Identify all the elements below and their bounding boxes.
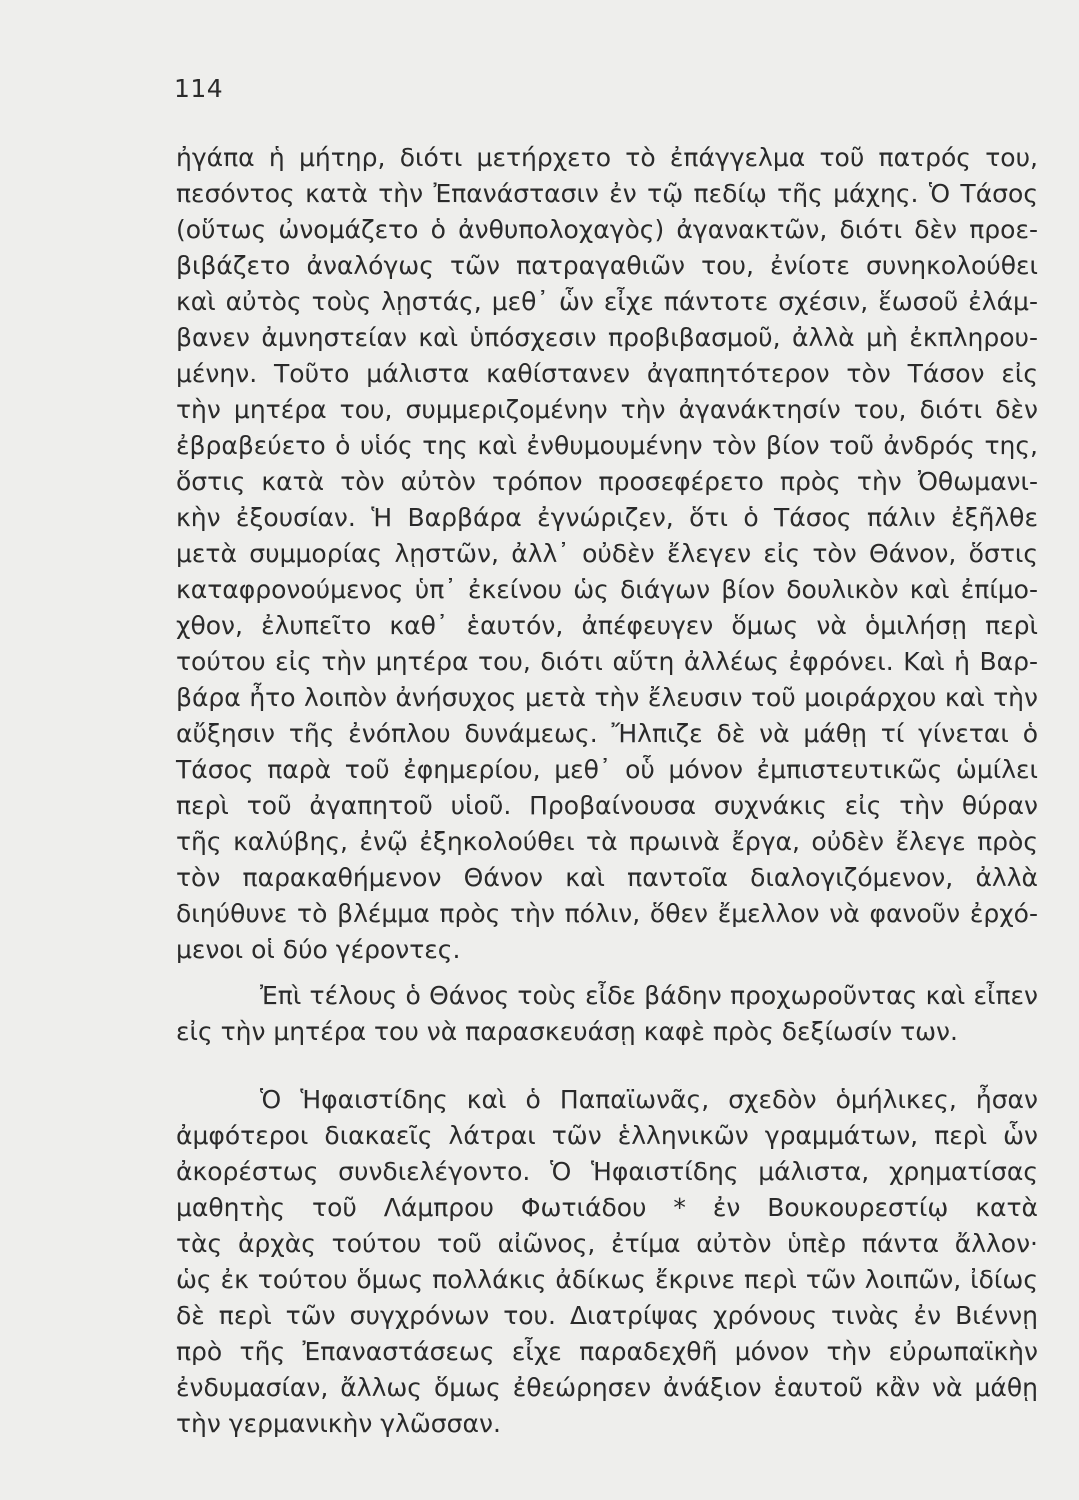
text-line: καταφρονούμενος ὑπ᾽ ἐκείνου ὡς διάγων βίον δουλικὸν καὶ ἐπίμο- bbox=[176, 575, 1038, 604]
text-line: ἀμφότεροι διακαεῖς λάτραι τῶν ἑλληνικῶν γραμμάτων, περὶ ὧν bbox=[176, 1121, 1038, 1150]
text-line: τὴν μητέρα του, συμμεριζομένην τὴν ἀγανάκτησίν του, διότι δὲν bbox=[176, 395, 1038, 424]
text-line: πεσόντος κατὰ τὴν Ἐπανάστασιν ἐν τῷ πεδίῳ τῆς μάχης. Ὁ Τάσος bbox=[176, 179, 1038, 208]
text-line: μένην. Τοῦτο μάλιστα καθίστανεν ἀγαπητότερον τὸν Τάσον εἰς bbox=[176, 359, 1038, 388]
text-line: τῆς καλύβης, ἐνῷ ἐξηκολούθει τὰ πρωινὰ ἔργα, οὐδὲν ἔλεγε πρὸς bbox=[176, 827, 1038, 856]
text-line: αὔξησιν τῆς ἐνόπλου δυνάμεως. Ἤλπιζε δὲ νὰ μάθῃ τί γίνεται ὁ bbox=[176, 719, 1038, 748]
page-number: 114 bbox=[174, 74, 224, 103]
text-line: ὡς ἐκ τούτου ὅμως πολλάκις ἀδίκως ἔκρινε περὶ τῶν λοιπῶν, ἰδίως bbox=[176, 1265, 1038, 1294]
text-line: ἠγάπα ἡ μήτηρ, διότι μετήρχετο τὸ ἐπάγγελμα τοῦ πατρός του, bbox=[176, 143, 1038, 172]
text-line: χθον, ἐλυπεῖτο καθ᾽ ἑαυτόν, ἀπέφευγεν ὅμως νὰ ὁμιλήσῃ περὶ bbox=[176, 611, 1038, 640]
text-line: ἐνδυμασίαν, ἄλλως ὅμως ἐθεώρησεν ἀνάξιον ἑαυτοῦ κἂν νὰ μάθῃ bbox=[176, 1373, 1038, 1402]
text-line: μενοι οἱ δύο γέροντες. bbox=[176, 935, 461, 964]
paragraph-3 bbox=[176, 1082, 1038, 1442]
text-line: βιβάζετο ἀναλόγως τῶν πατραγαθιῶν του, ἐνίοτε συνηκολούθει bbox=[176, 251, 1038, 280]
text-line: μετὰ συμμορίας λῃστῶν, ἀλλ᾽ οὐδὲν ἔλεγεν εἰς τὸν Θάνον, ὅστις bbox=[176, 539, 1038, 568]
text-line: καὶ αὐτὸς τοὺς λῃστάς, μεθ᾽ ὧν εἶχε πάντοτε σχέσιν, ἕωσοῦ ἐλάμ- bbox=[176, 287, 1038, 316]
text-line: ἀκορέστως συνδιελέγοντο. Ὁ Ἡφαιστίδης μάλιστα, χρηματίσας bbox=[176, 1157, 1038, 1186]
text-line: πρὸ τῆς Ἐπαναστάσεως εἶχε παραδεχθῆ μόνον τὴν εὐρωπαϊκὴν bbox=[176, 1337, 1038, 1366]
text-line: τὸν παρακαθήμενον Θάνον καὶ παντοῖα διαλογιζόμενον, ἀλλὰ bbox=[176, 863, 1038, 892]
text-line: ὅστις κατὰ τὸν αὐτὸν τρόπον προσεφέρετο πρὸς τὴν Ὀθωμανι- bbox=[176, 467, 1038, 496]
paragraph-2 bbox=[176, 978, 1038, 1050]
text-line: Ἐπὶ τέλους ὁ Θάνος τοὺς εἶδε βάδην προχωροῦντας καὶ εἶπεν bbox=[260, 981, 1038, 1010]
text-line: δὲ περὶ τῶν συγχρόνων του. Διατρίψας χρόνους τινὰς ἐν Βιέννῃ bbox=[176, 1301, 1038, 1330]
text-line: εἰς τὴν μητέρα του νὰ παρασκευάσῃ καφὲ πρὸς δεξίωσίν των. bbox=[176, 1017, 958, 1046]
text-line: περὶ τοῦ ἀγαπητοῦ υἱοῦ. Προβαίνουσα συχνάκις εἰς τὴν θύραν bbox=[176, 791, 1038, 820]
text-line: Ὁ Ἡφαιστίδης καὶ ὁ Παπαϊωνᾶς, σχεδὸν ὁμήλικες, ἦσαν bbox=[260, 1085, 1038, 1114]
text-line: τὴν γερμανικὴν γλῶσσαν. bbox=[176, 1409, 501, 1438]
text-line: (οὕτως ὠνομάζετο ὁ ἀνθυπολοχαγὸς) ἀγανακτῶν, διότι δὲν προε- bbox=[176, 215, 1038, 244]
text-line: βανεν ἀμνηστείαν καὶ ὑπόσχεσιν προβιβασμοῦ, ἀλλὰ μὴ ἐκπληρου- bbox=[176, 323, 1038, 352]
text-line: τὰς ἀρχὰς τούτου τοῦ αἰῶνος, ἐτίμα αὐτὸν ὑπὲρ πάντα ἄλλον· bbox=[176, 1229, 1038, 1258]
text-line: ἐβραβεύετο ὁ υἱός της καὶ ἐνθυμουμένην τὸν βίον τοῦ ἀνδρός της, bbox=[176, 431, 1038, 460]
paragraph-1 bbox=[176, 140, 1038, 968]
text-line: μαθητὴς τοῦ Λάμπρου Φωτιάδου * ἐν Βουκουρεστίῳ κατὰ bbox=[176, 1193, 1038, 1222]
text-line: τούτου εἰς τὴν μητέρα του, διότι αὕτη ἀλλέως ἐφρόνει. Καὶ ἡ Βαρ- bbox=[176, 647, 1038, 676]
text-line: κὴν ἐξουσίαν. Ἡ Βαρβάρα ἐγνώριζεν, ὅτι ὁ Τάσος πάλιν ἐξῆλθε bbox=[176, 503, 1038, 532]
text-line: Τάσος παρὰ τοῦ ἐφημερίου, μεθ᾽ οὗ μόνον ἐμπιστευτικῶς ὡμίλει bbox=[176, 755, 1038, 784]
text-line: διηύθυνε τὸ βλέμμα πρὸς τὴν πόλιν, ὅθεν ἔμελλον νὰ φανοῦν ἐρχό- bbox=[176, 899, 1038, 928]
text-line: βάρα ἦτο λοιπὸν ἀνήσυχος μετὰ τὴν ἔλευσιν τοῦ μοιράρχου καὶ τὴν bbox=[176, 683, 1038, 712]
